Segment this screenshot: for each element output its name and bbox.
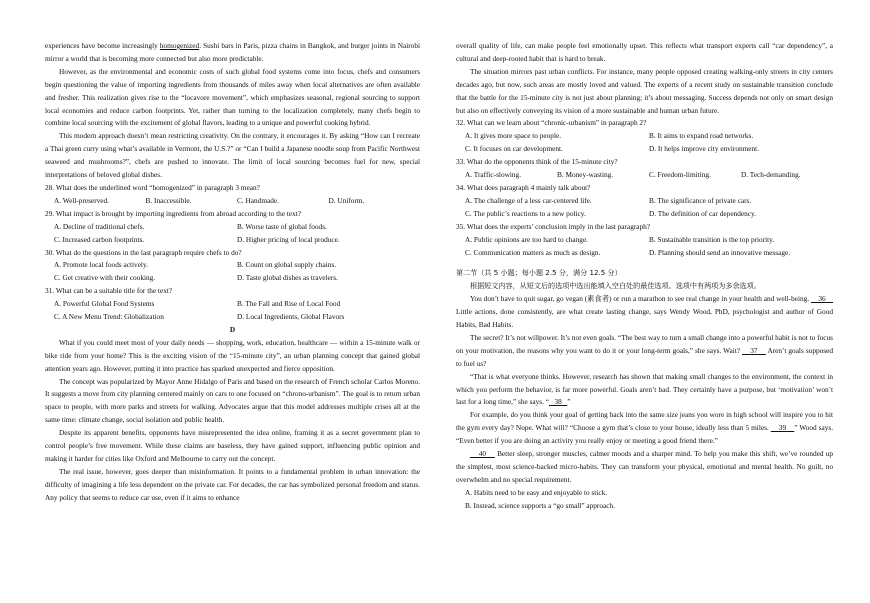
question-28 (45, 182, 420, 208)
option-c[interactable]: C. It focuses on car development. (465, 144, 563, 154)
right-column (456, 40, 833, 513)
question-stem: 34. What does paragraph 4 mainly talk about? (456, 182, 591, 192)
option-a[interactable]: A. Promote local foods actively. (54, 260, 148, 270)
option-c[interactable]: C. Get creative with their cooking. (54, 273, 156, 283)
text-segment: For example, do you think your goal of getting back into the same size jeans you wore in high school will inspire you to hit the gym every day? Nope. What will? “Choose a gym that’s close to your house, ideally less than 5 miles. (456, 410, 833, 433)
question-stem: 28. What does the underlined word “homogenized” in paragraph 3 mean? (45, 182, 260, 192)
gap-option-b[interactable]: B. Instead, science supports a “go small” approach. (465, 500, 615, 510)
text-segment: You don’t have to quit sugar, go vegan (素食者) or run a marathon to see real change in your health and well-being. (470, 294, 810, 304)
option-b[interactable]: B. Sustainable transition is the top priority. (649, 234, 775, 244)
question-33 (456, 156, 833, 182)
option-d[interactable]: D. Tech-demanding. (741, 170, 801, 180)
paragraph-d4-continued: overall quality of life, can make people feel emotionally upset. This reflects what transport experts call “car dependency”, a cultural and deep-rooted habit that is hard to break. (456, 41, 833, 63)
blank-number: 39 (778, 423, 787, 433)
question-options (45, 234, 420, 247)
gap-option-a[interactable]: A. Habits need to be easy and enjoyable to stick. (465, 487, 608, 497)
question-options (45, 195, 420, 208)
option-a[interactable]: A. Powerful Global Food Systems (54, 299, 155, 309)
text-segment: Little actions, done consistently, are what create lasting change, says Wendy Wood, PhD, psychologist and author of Good Habits, Bad Habits. (456, 307, 833, 330)
option-d[interactable]: D. Taste global dishes as travelers. (237, 273, 338, 283)
option-c[interactable]: C. The public’s reactions to a new policy. (465, 208, 586, 218)
text-segment: ” Wood says. “Even better if you are doing an activity you really enjoy or meeting a good friend there.” (456, 423, 834, 446)
left-column (45, 40, 420, 505)
option-c[interactable]: C. Increased carbon footprints. (54, 234, 145, 244)
option-c[interactable]: C. A New Menu Trend: Globalization (54, 312, 164, 322)
question-30 (45, 247, 420, 286)
text-segment: The secret? It’s not willpower. It’s not even goals. “The best way to turn a small change into a powerful habit is not to focus on your motivation, the reasons why you want to do it or your long-term goals,” she says. Wait? (456, 332, 833, 355)
question-31 (45, 285, 420, 324)
gap-paragraph-1 (456, 293, 833, 332)
question-29 (45, 208, 420, 247)
option-a[interactable]: A. The challenge of a less car-centered life. (465, 195, 592, 205)
question-options (45, 311, 420, 324)
gap-paragraph-5 (456, 448, 833, 487)
question-options (456, 234, 833, 247)
option-b[interactable]: B. Count on global supply chains. (237, 260, 337, 270)
blank-number: 38 (554, 397, 562, 407)
option-d[interactable]: D. Higher pricing of local produce. (237, 234, 340, 244)
section-2-instruction: 根据短文内容，从短文后的选项中选出能填入空白处的最佳选项。选项中有两项为多余选项。 (470, 281, 761, 291)
underlined-word: homogenized (159, 41, 200, 50)
section-heading-d: D (229, 324, 236, 334)
question-options (456, 208, 833, 221)
option-b[interactable]: B. Inaccessible. (145, 195, 192, 205)
blank-number: 36 (818, 294, 826, 304)
text-segment: Aren’t goals supposed to fuel us? (456, 345, 834, 368)
paragraph-locavore: However, as the environmental and economic costs of such global food systems come into focus, chefs and consumers begin questioning the value of importing ingredients from thousands of miles away when local alternatives are often available and fresher. This realization gives rise to the “locavore movement”, which emphasizes seasonal, regional sourcing to support local economies and reduce carbon footprints. Yet, rather than turning to the localization completely, many chefs begin to combine local sourcing with the excitement of global flavors, leading to a unique and powerful cooking hybrid. (45, 66, 420, 128)
question-34 (456, 182, 833, 221)
question-options (45, 272, 420, 285)
option-a[interactable]: A. Public opinions are too hard to change. (465, 234, 589, 244)
question-options (456, 247, 833, 260)
option-a[interactable]: A. It gives more space to people. (465, 131, 562, 141)
blank-40[interactable] (470, 449, 495, 458)
question-options (45, 221, 420, 234)
option-b[interactable]: B. It aims to expand road networks. (649, 131, 754, 141)
blank-36[interactable] (811, 294, 833, 303)
option-d[interactable]: D. Local Ingredients, Global Flavors (237, 312, 345, 322)
paragraph-d2: The concept was popularized by Mayor Anne Hidalgo of Paris and based on the research of French scholar Carlos Moreno. It suggests a move from city planning centered mainly on cars to one focused on “chrono-urbanism”. The goal is to return urban space to people, with more parks and streets for walking. Advocates argue that this model addresses multiple crises all at the same time: climate change, social isolation and public health. (45, 376, 420, 425)
question-options (45, 259, 420, 272)
gap-paragraph-2 (456, 332, 833, 371)
option-d[interactable]: D. The definition of car dependency. (649, 208, 756, 218)
option-b[interactable]: B. The Fall and Rise of Local Food (237, 299, 341, 309)
question-options (456, 195, 833, 208)
gap-paragraph-4 (456, 409, 833, 448)
question-stem: 32. What can we learn about “chronic-urbanism” in paragraph 2? (456, 118, 647, 128)
blank-number: 37 (750, 345, 758, 355)
paragraph-d1: What if you could meet most of your daily needs — shopping, work, education, healthcare — within a 15-minute walk or bike ride from your home? This is the exciting vision of the “15-minute city”, an urban planning concept that gained global attention years ago. However, putting it into practice has sparked unexpected and fierce opposition. (45, 337, 420, 373)
blank-number: 40 (478, 449, 487, 459)
question-options (456, 130, 833, 143)
blank-39[interactable] (771, 423, 794, 432)
paragraph-intro: experiences have become increasingly homogenized. Sushi bars in Paris, pizza chains in Bangkok, and burger joints in Nairobi mirror a world that is becoming more connected but also more predictable. (45, 41, 420, 63)
question-stem: 31. What can be a suitable title for the text? (45, 286, 173, 296)
option-a[interactable]: A. Decline of traditional chefs. (54, 221, 145, 231)
paragraph-d3: Despite its apparent benefits, opponents have misrepresented the idea online, framing it as a secret government plan to control people’s free movement. While these claims are baseless, they have gained support, influencing public opinion and making it harder for cities like Oxford and Melbourne to carry out the concept. (45, 428, 420, 463)
option-d[interactable]: D. Uniform. (328, 195, 365, 205)
question-35 (456, 221, 833, 260)
question-stem: 35. What does the experts’ conclusion imply in the last paragraph? (456, 221, 651, 231)
blank-38[interactable] (549, 397, 567, 406)
option-c[interactable]: C. Freedom-limiting. (649, 170, 711, 180)
option-c[interactable]: C. Handmade. (237, 195, 279, 205)
question-options (456, 169, 833, 182)
question-options (45, 298, 420, 311)
text-segment: “That is what everyone thinks. However, research has shown that making small changes to the environment, the context in which you perform the behavior, is far more powerful. Goals aren’t bad. They certainly have a purpose, but ‘motivation’ won’t last for a long time,” she says. “ (456, 371, 833, 407)
question-32 (456, 117, 833, 156)
text-segment: Better sleep, stronger muscles, calmer moods and a sharper mind. To help you make this shift, we’ve rounded up the simplest, most science-backed micro-habits. They can transform your physical, emotional and mental health. No guilt, no overwhelm and no special requirement. (456, 449, 833, 484)
section-2-title: 第二节（共 5 小题；每小题 2.5 分，满分 12.5 分） (456, 268, 622, 278)
option-b[interactable]: B. The significance of private cars. (649, 195, 752, 205)
question-options (456, 143, 833, 156)
blank-37[interactable] (742, 346, 766, 355)
paragraph-creativity: This modern approach doesn’t mean restricting creativity. On the contrary, it encourages it. By asking “How can I recreate a Thai green curry using what’s available in Vermont, the U.S.?” or “Can I build a Japanese noodle soup from Pacific Northwest seaweed and mushrooms?”, chefs are pushed to innovate. The limit of local sourcing becomes fuel for new, special interpretations of beloved global dishes. (45, 131, 420, 180)
option-b[interactable]: B. Worse taste of global foods. (237, 221, 327, 231)
paragraph-d4: The real issue, however, goes deeper than misinformation. It points to a fundamental problem in urban innovation: the difficulty of imagining a life less dependent on the private car. For decades, the car has symbolized personal freedom and status. Any policy that seems to reduce car use, even if it aims to enhance (45, 466, 420, 502)
option-d[interactable]: D. It helps improve city environment. (649, 144, 760, 154)
text-segment: ” (567, 397, 571, 407)
paragraph-d5: The situation mirrors past urban conflicts. For instance, many people opposed creating walking-only streets in city centers decades ago, but now, such areas are mostly loved and valued. The experts of a recent study on sustainable transition conclude that the battle for the 15-minute city is not just about planning; it’s about messaging. Success depends not only on smart design but also on effectively conveying its vision of a more sustainable and human urban future. (456, 66, 833, 115)
option-a[interactable]: A. Traffic-slowing. (465, 170, 522, 180)
option-b[interactable]: B. Money-wasting. (557, 170, 614, 180)
option-c[interactable]: C. Communication matters as much as design. (465, 247, 601, 257)
question-stem: 30. What do the questions in the last paragraph require chefs to do? (45, 247, 242, 257)
question-stem: 29. What impact is brought by importing ingredients from abroad according to the text? (45, 208, 302, 218)
gap-paragraph-3 (456, 371, 833, 410)
option-a[interactable]: A. Well-preserved. (54, 195, 109, 205)
question-stem: 33. What do the opponents think of the 15-minute city? (456, 157, 618, 167)
option-d[interactable]: D. Planning should send an innovative message. (649, 247, 791, 257)
